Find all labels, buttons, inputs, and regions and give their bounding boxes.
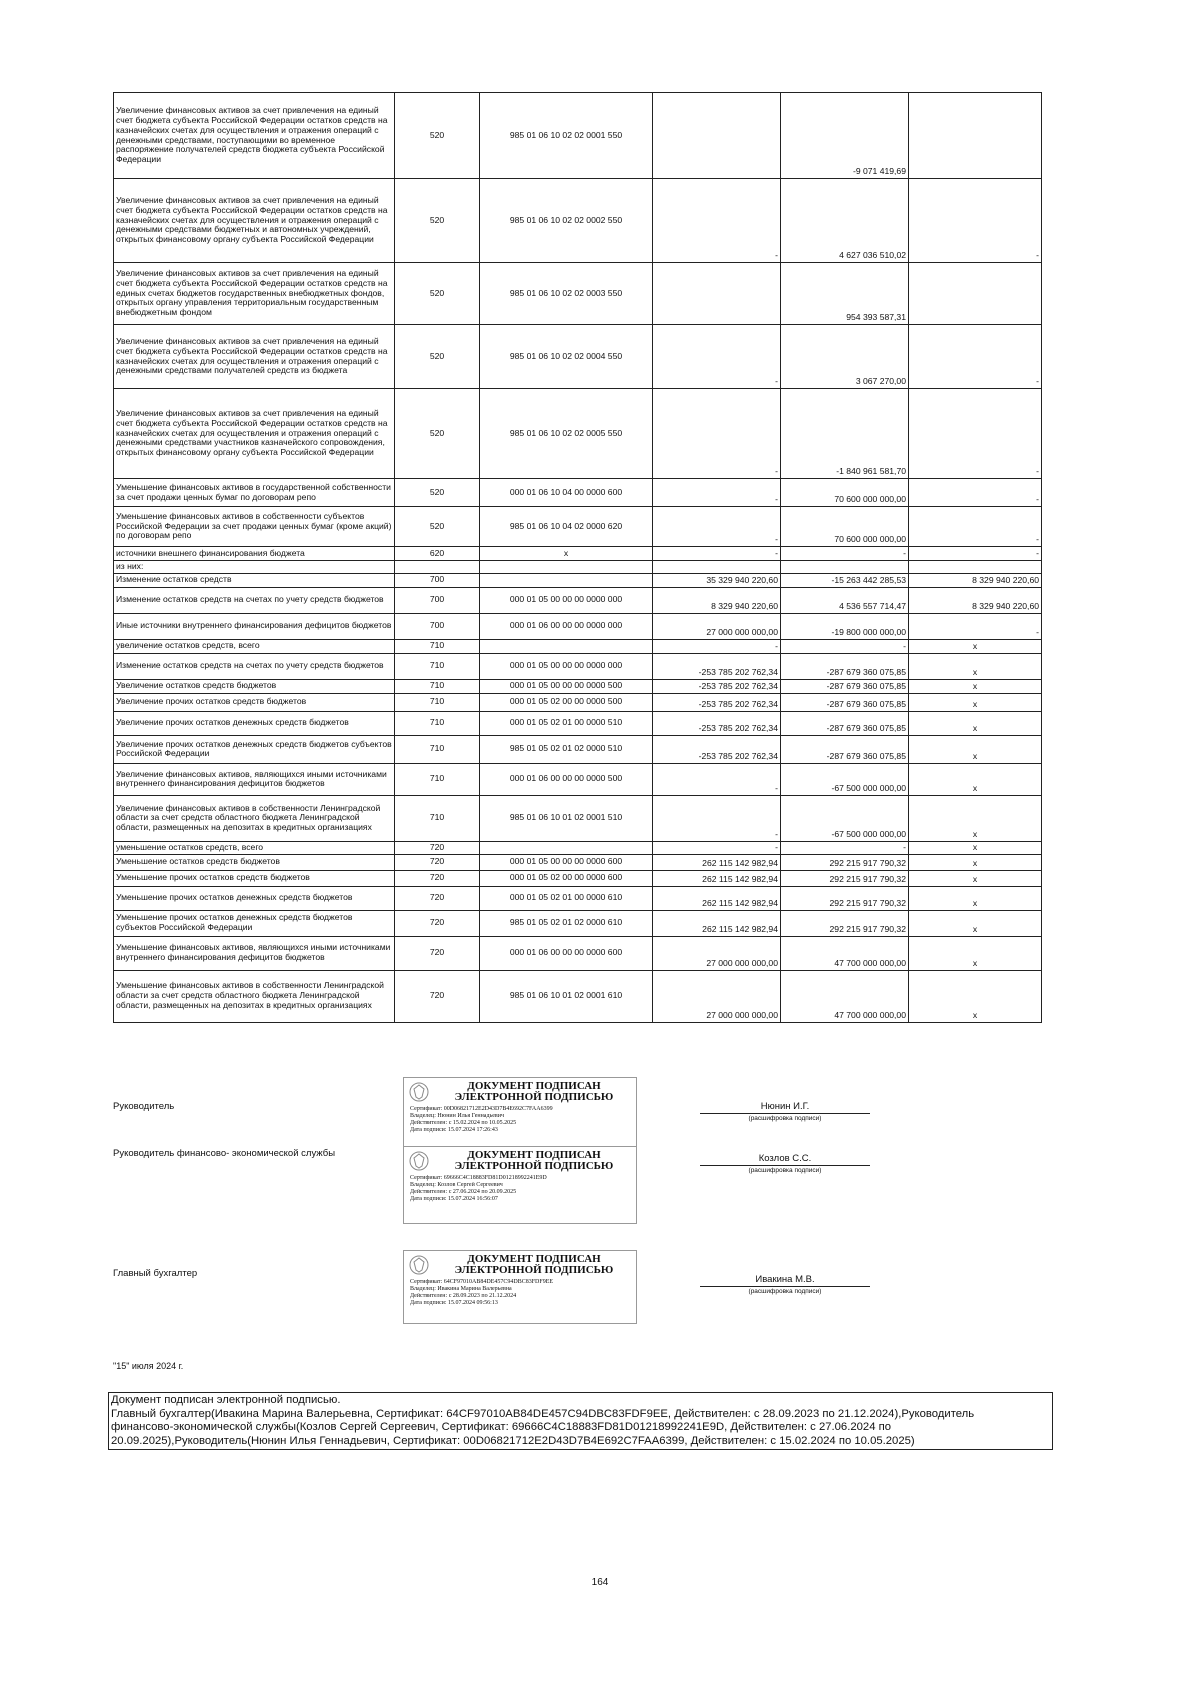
row-code-cell: 520 <box>395 507 480 547</box>
row-name-cell: Увеличение финансовых активов за счет привлечения на единый счет бюджета субъекта Российской Федерации остатков средств на казначейских счетах для осуществления и отражения операций с денежными средствами участников казначейского сопровождения, открытых финансовому органу субъекта Российской Федерации <box>114 389 395 479</box>
table-row <box>114 970 1042 1022</box>
row-code-cell: 720 <box>395 910 480 936</box>
row-kbk-cell: 000 01 05 00 00 00 0000 500 <box>480 679 653 693</box>
stamp-cert: Сертификат: 00D06821712E2D43D7B4E692C7FAA6399 <box>410 1106 553 1112</box>
row-value-third-cell: x <box>909 936 1042 970</box>
row-value-approved-cell: - <box>653 639 781 653</box>
row-name-cell: Иные источники внутреннего финансирования дефицитов бюджетов <box>114 613 395 639</box>
stamp-owner: Владелец: Нюнин Илья Геннадьевич <box>410 1113 504 1119</box>
row-kbk-cell: 000 01 06 10 04 00 0000 600 <box>480 479 653 507</box>
table-row <box>114 389 1042 479</box>
row-value-executed-cell <box>781 561 909 574</box>
table-row <box>114 263 1042 325</box>
row-kbk-cell: 985 01 06 10 02 02 0001 550 <box>480 93 653 179</box>
row-value-executed-cell: -67 500 000 000,00 <box>781 795 909 841</box>
row-value-approved-cell: - <box>653 547 781 561</box>
row-name-cell: Увеличение финансовых активов в собственности Ленинградской области за счет средств областного бюджета Ленинградской области, размещенных на депозитах в кредитных организациях <box>114 795 395 841</box>
row-kbk-cell: 000 01 05 02 01 00 0000 510 <box>480 711 653 735</box>
role-label-finance: Руководитель финансово- экономической службы <box>113 1148 336 1159</box>
row-value-approved-cell <box>653 263 781 325</box>
row-value-approved-cell: - <box>653 325 781 389</box>
decode-caption: (расшифровка подписи) <box>748 1288 822 1295</box>
row-code-cell: 710 <box>395 795 480 841</box>
row-value-executed-cell: 292 215 917 790,32 <box>781 910 909 936</box>
row-value-executed-cell: 292 215 917 790,32 <box>781 854 909 870</box>
row-value-executed-cell: 70 600 000 000,00 <box>781 507 909 547</box>
report-date: "15" июля 2024 г. <box>113 1361 184 1371</box>
row-name-cell: Увеличение прочих остатков средств бюджетов <box>114 693 395 711</box>
row-value-executed-cell: 3 067 270,00 <box>781 325 909 389</box>
row-value-third-cell: - <box>909 389 1042 479</box>
row-kbk-cell <box>480 561 653 574</box>
table-row <box>114 693 1042 711</box>
stamp-cert: Сертификат: 64CF97010AB84DE457C94DBC83FDF9EE <box>410 1279 554 1285</box>
row-value-executed-cell: -287 679 360 075,85 <box>781 711 909 735</box>
table-row <box>114 639 1042 653</box>
row-name-cell: Изменение остатков средств на счетах по учету средств бюджетов <box>114 587 395 613</box>
stamp-valid: Действителен: с 28.09.2023 по 21.12.2024 <box>410 1293 517 1299</box>
decode-caption: (расшифровка подписи) <box>748 1167 822 1174</box>
table-row <box>114 870 1042 886</box>
stamp-title-2: ЭЛЕКТРОННОЙ ПОДПИСЬЮ <box>454 1264 614 1276</box>
row-kbk-cell <box>480 841 653 854</box>
signer-name-head: Нюнин И.Г. <box>760 1101 810 1112</box>
row-value-approved-cell: -253 785 202 762,34 <box>653 653 781 679</box>
row-code-cell: 720 <box>395 886 480 910</box>
row-kbk-cell: 985 01 06 10 01 02 0001 610 <box>480 970 653 1022</box>
row-name-cell: из них: <box>114 561 395 574</box>
row-value-executed-cell: -287 679 360 075,85 <box>781 693 909 711</box>
row-value-executed-cell: - <box>781 547 909 561</box>
row-value-third-cell: x <box>909 693 1042 711</box>
row-value-approved-cell <box>653 561 781 574</box>
table-row <box>114 573 1042 587</box>
row-kbk-cell: 000 01 05 00 00 00 0000 000 <box>480 587 653 613</box>
table-row <box>114 93 1042 179</box>
stamp-date: Дата подписи: 15.07.2024 17:26:43 <box>410 1127 498 1133</box>
row-kbk-cell: 000 01 05 02 00 00 0000 500 <box>480 693 653 711</box>
table-row <box>114 479 1042 507</box>
table-row <box>114 763 1042 795</box>
row-value-third-cell: x <box>909 679 1042 693</box>
stamp-title-1: ДОКУМЕНТ ПОДПИСАН <box>467 1149 601 1161</box>
row-value-approved-cell: -253 785 202 762,34 <box>653 711 781 735</box>
row-value-third-cell: x <box>909 841 1042 854</box>
row-name-cell: Увеличение финансовых активов за счет привлечения на единый счет бюджета субъекта Российской Федерации остатков средств на казначейских счетах для осуществления и отражения операций с денежными средствами бюджетных и автономных учреждений, открытых финансовому органу субъекта Российской Федерации <box>114 179 395 263</box>
table-row <box>114 910 1042 936</box>
row-value-third-cell: 8 329 940 220,60 <box>909 573 1042 587</box>
row-kbk-cell: 985 01 06 10 02 02 0004 550 <box>480 325 653 389</box>
row-kbk-cell: 000 01 05 02 00 00 0000 600 <box>480 870 653 886</box>
row-value-third-cell: - <box>909 479 1042 507</box>
row-code-cell: 700 <box>395 587 480 613</box>
row-value-executed-cell: -15 263 442 285,53 <box>781 573 909 587</box>
row-value-approved-cell: 262 115 142 982,94 <box>653 854 781 870</box>
row-value-approved-cell: 262 115 142 982,94 <box>653 910 781 936</box>
row-kbk-cell: 985 01 06 10 02 02 0003 550 <box>480 263 653 325</box>
table-row <box>114 841 1042 854</box>
stamp-valid: Действителен: с 27.06.2024 по 20.09.2025 <box>410 1189 517 1195</box>
row-value-executed-cell: -287 679 360 075,85 <box>781 653 909 679</box>
row-kbk-cell <box>480 639 653 653</box>
row-value-approved-cell: 27 000 000 000,00 <box>653 936 781 970</box>
row-value-third-cell: x <box>909 653 1042 679</box>
stamp-owner: Владелец: Ивакина Марина Валерьевна <box>410 1286 512 1292</box>
row-name-cell: Увеличение финансовых активов за счет привлечения на единый счет бюджета субъекта Российской Федерации остатков средств на казначейских счетах для осуществления и отражения операций с денежными средствами получателей средств из бюджета <box>114 325 395 389</box>
row-code-cell: 720 <box>395 936 480 970</box>
row-kbk-cell: 000 01 05 00 00 00 0000 000 <box>480 653 653 679</box>
row-value-executed-cell: 292 215 917 790,32 <box>781 886 909 910</box>
row-name-cell: Уменьшение остатков средств бюджетов <box>114 854 395 870</box>
signer-name-finance: Козлов С.С. <box>758 1153 812 1164</box>
row-value-executed-cell: -1 840 961 581,70 <box>781 389 909 479</box>
row-kbk-cell: 985 01 06 10 02 02 0005 550 <box>480 389 653 479</box>
table-row <box>114 325 1042 389</box>
row-name-cell: Уменьшение финансовых активов, являющихся иными источниками внутреннего финансирования дефицитов бюджетов <box>114 936 395 970</box>
row-code-cell: 520 <box>395 389 480 479</box>
signature-line <box>700 1165 870 1166</box>
row-name-cell: Увеличение прочих остатков денежных средств бюджетов <box>114 711 395 735</box>
esign-line-3: финансово-экономической службы(Козлов Сергей Сергеевич, Сертификат: 69666C4C18883FD81D01218992241E9D, Действителен: с 27.06.2024 по <box>111 1421 892 1434</box>
row-value-third-cell: x <box>909 763 1042 795</box>
row-value-third-cell: x <box>909 970 1042 1022</box>
row-code-cell: 520 <box>395 263 480 325</box>
row-code-cell: 720 <box>395 970 480 1022</box>
row-code-cell: 710 <box>395 711 480 735</box>
signature-line <box>700 1113 870 1114</box>
row-value-approved-cell <box>653 93 781 179</box>
row-name-cell: Уменьшение прочих остатков денежных средств бюджетов <box>114 886 395 910</box>
row-value-executed-cell: 4 627 036 510,02 <box>781 179 909 263</box>
row-name-cell: Изменение остатков средств на счетах по учету средств бюджетов <box>114 653 395 679</box>
row-value-third-cell: - <box>909 325 1042 389</box>
row-value-executed-cell: -67 500 000 000,00 <box>781 763 909 795</box>
row-value-executed-cell: 70 600 000 000,00 <box>781 479 909 507</box>
stamp-owner: Владелец: Козлов Сергей Сергеевич <box>410 1182 503 1188</box>
row-name-cell: Увеличение финансовых активов за счет привлечения на единый счет бюджета субъекта Российской Федерации остатков средств на единых счетах бюджетов государственных внебюджетных фондов, открытых органу управления территориальным государственным внебюджетным фондом <box>114 263 395 325</box>
row-name-cell: Уменьшение финансовых активов в собственности субъектов Российской Федерации за счет продажи ценных бумаг (кроме акций) по договорам репо <box>114 507 395 547</box>
row-code-cell: 710 <box>395 639 480 653</box>
row-value-executed-cell: -287 679 360 075,85 <box>781 679 909 693</box>
row-kbk-cell: 985 01 06 10 01 02 0001 510 <box>480 795 653 841</box>
table-row <box>114 735 1042 763</box>
row-name-cell: Уменьшение прочих остатков средств бюджетов <box>114 870 395 886</box>
row-value-approved-cell: - <box>653 389 781 479</box>
sources-financing-table <box>113 92 1042 1023</box>
table-body <box>114 93 1042 1023</box>
row-name-cell: источники внешнего финансирования бюджета <box>114 547 395 561</box>
signer-name-accountant: Ивакина М.В. <box>755 1274 815 1285</box>
table-row <box>114 613 1042 639</box>
table-row <box>114 795 1042 841</box>
table-row <box>114 653 1042 679</box>
role-label-head: Руководитель <box>113 1101 175 1112</box>
esign-stamp-accountant <box>403 1250 637 1324</box>
row-value-third-cell <box>909 561 1042 574</box>
row-code-cell: 710 <box>395 679 480 693</box>
esign-stamp-head <box>403 1077 637 1155</box>
row-code-cell <box>395 561 480 574</box>
esign-line-2: Главный бухгалтер(Ивакина Марина Валерьевна, Сертификат: 64CF97010AB84DE457C94DBC83FDF9EE, Действителен: с 28.09.2023 по 21.12.2024),Руководитель <box>111 1407 975 1420</box>
table-row <box>114 936 1042 970</box>
table-row <box>114 886 1042 910</box>
row-code-cell: 520 <box>395 479 480 507</box>
row-name-cell: Увеличение финансовых активов, являющихся иными источниками внутреннего финансирования дефицитов бюджетов <box>114 763 395 795</box>
row-code-cell: 710 <box>395 653 480 679</box>
row-value-approved-cell: -253 785 202 762,34 <box>653 679 781 693</box>
row-value-executed-cell: - <box>781 841 909 854</box>
row-kbk-cell: x <box>480 547 653 561</box>
table-row <box>114 507 1042 547</box>
row-code-cell: 710 <box>395 763 480 795</box>
row-value-approved-cell: - <box>653 479 781 507</box>
row-code-cell: 700 <box>395 613 480 639</box>
row-value-executed-cell: - <box>781 639 909 653</box>
row-value-executed-cell: -287 679 360 075,85 <box>781 735 909 763</box>
row-value-third-cell: x <box>909 886 1042 910</box>
row-name-cell: Уменьшение финансовых активов в государственной собственности за счет продажи ценных бумаг по договорам репо <box>114 479 395 507</box>
row-value-executed-cell: 4 536 557 714,47 <box>781 587 909 613</box>
row-value-approved-cell: - <box>653 507 781 547</box>
row-code-cell: 720 <box>395 854 480 870</box>
row-value-third-cell: x <box>909 735 1042 763</box>
row-kbk-cell: 985 01 06 10 04 02 0000 620 <box>480 507 653 547</box>
row-kbk-cell: 985 01 05 02 01 02 0000 610 <box>480 910 653 936</box>
table-row <box>114 679 1042 693</box>
table-row <box>114 587 1042 613</box>
row-value-third-cell <box>909 93 1042 179</box>
row-value-executed-cell: -9 071 419,69 <box>781 93 909 179</box>
row-name-cell: Увеличение остатков средств бюджетов <box>114 679 395 693</box>
stamp-title-2: ЭЛЕКТРОННОЙ ПОДПИСЬЮ <box>454 1160 614 1172</box>
row-code-cell: 720 <box>395 870 480 886</box>
row-code-cell: 710 <box>395 693 480 711</box>
stamp-title-1: ДОКУМЕНТ ПОДПИСАН <box>467 1253 601 1265</box>
row-code-cell: 520 <box>395 325 480 389</box>
row-code-cell: 700 <box>395 573 480 587</box>
row-code-cell: 620 <box>395 547 480 561</box>
row-value-executed-cell: 954 393 587,31 <box>781 263 909 325</box>
esign-line-1: Документ подписан электронной подписью. <box>111 1394 341 1406</box>
row-value-third-cell: - <box>909 179 1042 263</box>
row-name-cell: Увеличение прочих остатков денежных средств бюджетов субъектов Российской Федерации <box>114 735 395 763</box>
row-value-executed-cell: -19 800 000 000,00 <box>781 613 909 639</box>
coat-of-arms-icon <box>408 1150 430 1172</box>
stamp-date: Дата подписи: 15.07.2024 09:56:13 <box>410 1300 498 1306</box>
stamp-title-2: ЭЛЕКТРОННОЙ ПОДПИСЬЮ <box>454 1091 614 1103</box>
row-value-approved-cell: -253 785 202 762,34 <box>653 693 781 711</box>
row-value-third-cell: x <box>909 639 1042 653</box>
role-label-accountant: Главный бухгалтер <box>113 1268 198 1279</box>
coat-of-arms-icon <box>408 1081 430 1103</box>
stamp-valid: Действителен: с 15.02.2024 по 10.05.2025 <box>410 1120 517 1126</box>
row-kbk-cell: 000 01 05 02 01 00 0000 610 <box>480 886 653 910</box>
row-kbk-cell: 000 01 06 00 00 00 0000 500 <box>480 763 653 795</box>
stamp-title-1: ДОКУМЕНТ ПОДПИСАН <box>467 1080 601 1092</box>
row-code-cell: 520 <box>395 179 480 263</box>
row-name-cell: Увеличение финансовых активов за счет привлечения на единый счет бюджета субъекта Российской Федерации остатков средств на казначейских счетах для осуществления и отражения операций с денежными средствами, поступающими во временное распоряжение получателей средств бюджета субъекта Российской Федерации <box>114 93 395 179</box>
stamp-cert: Сертификат: 69666C4C18883FD81D01218992241E9D <box>410 1175 547 1181</box>
row-value-executed-cell: 47 700 000 000,00 <box>781 970 909 1022</box>
row-value-third-cell: x <box>909 870 1042 886</box>
row-value-approved-cell: 27 000 000 000,00 <box>653 970 781 1022</box>
esign-stamp-finance <box>403 1146 637 1224</box>
row-code-cell: 520 <box>395 93 480 179</box>
row-value-executed-cell: 292 215 917 790,32 <box>781 870 909 886</box>
row-kbk-cell: 000 01 06 00 00 00 0000 000 <box>480 613 653 639</box>
row-kbk-cell: 985 01 05 02 01 02 0000 510 <box>480 735 653 763</box>
row-value-third-cell: 8 329 940 220,60 <box>909 587 1042 613</box>
table-row <box>114 854 1042 870</box>
row-value-third-cell: x <box>909 910 1042 936</box>
table-row <box>114 561 1042 574</box>
row-value-third-cell: x <box>909 854 1042 870</box>
row-value-approved-cell: 27 000 000 000,00 <box>653 613 781 639</box>
row-value-third-cell: x <box>909 795 1042 841</box>
page-number: 164 <box>591 1577 609 1588</box>
row-kbk-cell: 000 01 05 00 00 00 0000 600 <box>480 854 653 870</box>
esign-line-4: 20.09.2025),Руководитель(Нюнин Илья Геннадьевич, Сертификат: 00D06821712E2D43D7B4E692C7FAA6399, Действителен: с 15.02.2024 по 10.05.2025) <box>111 1434 915 1447</box>
row-value-approved-cell: - <box>653 179 781 263</box>
row-value-third-cell <box>909 263 1042 325</box>
signature-line <box>700 1286 870 1287</box>
row-value-approved-cell: 8 329 940 220,60 <box>653 587 781 613</box>
row-name-cell: уменьшение остатков средств, всего <box>114 841 395 854</box>
row-value-approved-cell: - <box>653 795 781 841</box>
row-name-cell: Уменьшение прочих остатков денежных средств бюджетов субъектов Российской Федерации <box>114 910 395 936</box>
row-kbk-cell: 000 01 06 00 00 00 0000 600 <box>480 936 653 970</box>
row-value-approved-cell: -253 785 202 762,34 <box>653 735 781 763</box>
row-code-cell: 710 <box>395 735 480 763</box>
row-kbk-cell: 985 01 06 10 02 02 0002 550 <box>480 179 653 263</box>
row-value-third-cell: - <box>909 507 1042 547</box>
esign-info-box <box>108 1392 1053 1450</box>
row-value-approved-cell: 262 115 142 982,94 <box>653 870 781 886</box>
stamp-date: Дата подписи: 15.07.2024 16:56:07 <box>410 1196 498 1202</box>
row-value-approved-cell: 35 329 940 220,60 <box>653 573 781 587</box>
row-code-cell: 720 <box>395 841 480 854</box>
coat-of-arms-icon <box>408 1254 430 1276</box>
row-name-cell: увеличение остатков средств, всего <box>114 639 395 653</box>
row-value-approved-cell: - <box>653 763 781 795</box>
row-value-third-cell: x <box>909 711 1042 735</box>
table-row <box>114 547 1042 561</box>
row-kbk-cell <box>480 573 653 587</box>
row-value-third-cell: - <box>909 547 1042 561</box>
table-row <box>114 179 1042 263</box>
row-name-cell: Изменение остатков средств <box>114 573 395 587</box>
row-value-approved-cell: 262 115 142 982,94 <box>653 886 781 910</box>
row-value-executed-cell: 47 700 000 000,00 <box>781 936 909 970</box>
row-value-third-cell: - <box>909 613 1042 639</box>
row-value-approved-cell: - <box>653 841 781 854</box>
row-name-cell: Уменьшение финансовых активов в собственности Ленинградской области за счет средств областного бюджета Ленинградской области, размещенных на депозитах в кредитных организациях <box>114 970 395 1022</box>
decode-caption: (расшифровка подписи) <box>748 1115 822 1122</box>
table-row <box>114 711 1042 735</box>
